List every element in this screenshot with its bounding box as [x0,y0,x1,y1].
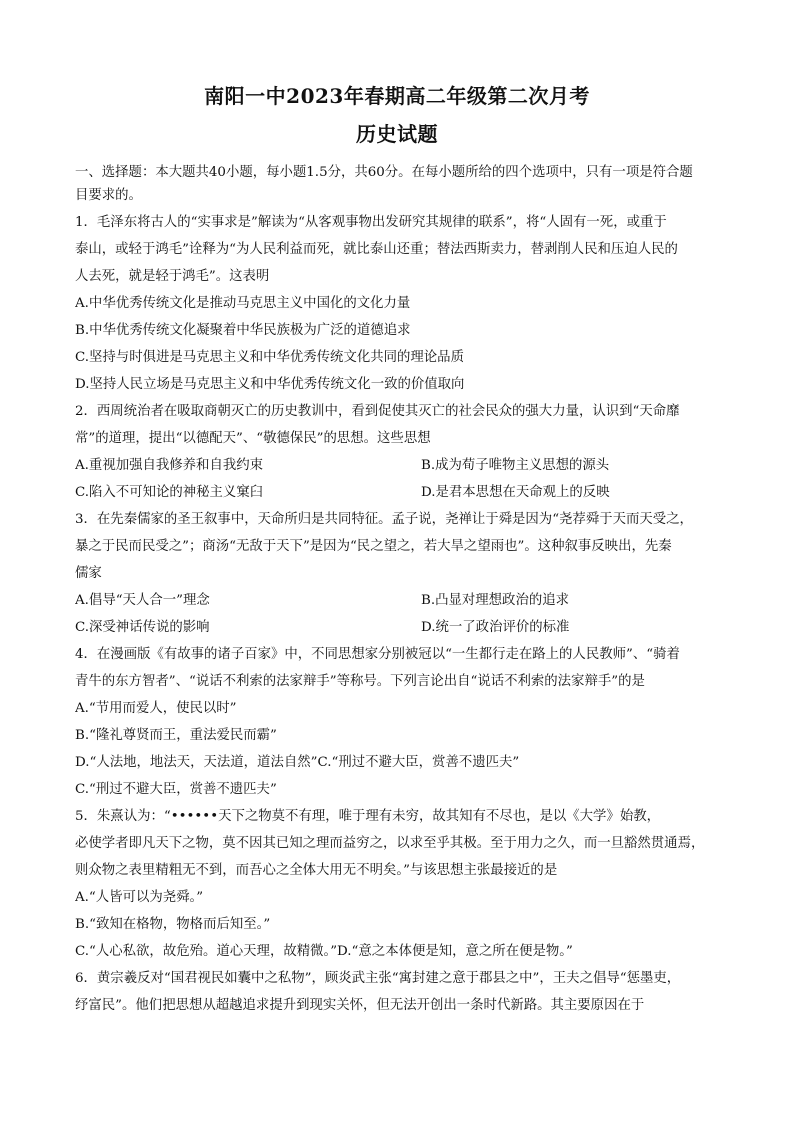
section-instructions: 一、选择题：本大题共40小题，每小题1.5分，共60分。在每小题所给的四个选项中，只有一项是符合题 [75,165,693,180]
question-1-stem: 泰山，或轻于鸿毛”诠释为“为人民利益而死，就比泰山还重；替法西斯卖力，替剥削人民和压迫人民的 [75,242,678,257]
question-5-stem: 则众物之表里精粗无不到，而吾心之全体大用无不明矣。”与该思想主张最接近的是 [75,863,558,878]
question-4-option-a: A.“节用而爱人，使民以时” [75,701,237,716]
question-6-stem: 6．黄宗羲反对“国君视民如囊中之私物”，顾炎武主张“寓封建之意于郡县之中”，王夫之倡导“惩墨吏， [75,971,681,986]
section-instructions: 目要求的。 [75,188,142,203]
question-1-option-d: D.坚持人民立场是马克思主义和中华优秀传统文化一致的价值取向 [75,377,465,392]
question-5-option-b: B.“致知在格物，物格而后知至。” [75,917,271,932]
question-2-stem: 2．西周统治者在吸取商朝灭亡的历史教训中，看到促使其灭亡的社会民众的强大力量，认识到“天命靡 [75,404,680,419]
question-3-option-d: D.统一了政治评价的标准 [421,620,570,635]
question-1-stem: 人去死，就是轻于鸿毛”。这表明 [75,269,270,284]
question-2-option-d: D.是君本思想在天命观上的反映 [421,485,610,500]
question-4-stem: 4．在漫画版《有故事的诸子百家》中，不同思想家分别被冠以“一生都行走在路上的人民教师”、“骑着 [75,647,680,662]
question-3-option-a: A.倡导“天人合一”理念 [75,593,210,608]
question-2-option-c: C.陷入不可知论的神秘主义窠臼 [75,485,264,500]
question-1-stem: 1．毛泽东将古人的“实事求是”解读为“从客观事物出发研究其规律的联系”，将“人固有一死，或重于 [75,215,667,230]
question-2-stem: 常”的道理，提出“以德配天”、“敬德保民”的思想。这些思想 [75,431,431,446]
question-5-stem: 必使学者即凡天下之物，莫不因其已知之理而益穷之，以求至乎其极。至于用力之久，而一旦豁然贯通焉， [75,836,705,851]
question-3-option-c: C.深受神话传说的影响 [75,620,210,635]
question-3-stem: 暴之于民而民受之”；商汤“无敌于天下”是因为“民之望之，若大旱之望雨也”。这种叙事反映出，先秦 [75,539,672,554]
question-1-option-c: C.坚持与时俱进是马克思主义和中华优秀传统文化共同的理论品质 [75,350,464,365]
question-2-option-a: A.重视加强自我修养和自我约束 [75,458,264,473]
question-5-option-a: A.“人皆可以为尧舜。” [75,890,204,905]
question-5-stem: 5．朱熹认为：“••••••天下之物莫不有理，唯于理有未穷，故其知有不尽也，是以《大学》始教， [75,809,660,824]
question-1-option-b: B.中华优秀传统文化凝聚着中华民族极为广泛的道德追求 [75,323,411,338]
question-3-stem: 儒家 [75,566,102,581]
question-5-option-c: C.“人心私欲，故危殆。道心天理，故精微。”D.“意之本体便是知，意之所在便是物。” [75,944,573,959]
question-3-stem: 3．在先秦儒家的圣王叙事中，天命所归是共同特征。孟子说，尧禅让于舜是因为“尧荐舜于天而天受之， [75,512,693,527]
exam-title: 南阳一中2023年春期高二年级第二次月考 [204,84,590,108]
question-4-stem: 青牛的东方智者”、“说话不利索的法家辩手”等称号。下列言论出自“说话不利索的法家辩手”的是 [75,674,645,689]
question-4-option-d: D.“人法地，地法天，天法道，道法自然”C.“刑过不避大臣，赏善不遗匹夫” [75,755,520,770]
subject-title: 历史试题 [356,122,438,146]
question-4-option-b: B.“隆礼尊贤而王，重法爱民而霸” [75,728,277,743]
question-4-option-c: C.“刑过不避大臣，赏善不遗匹夫” [75,782,277,797]
question-6-stem: 纾富民”。他们把思想从超越追求提升到现实关怀，但无法开创出一条时代新路。其主要原因在于 [75,998,645,1013]
question-2-option-b: B.成为荀子唯物主义思想的源头 [421,458,610,473]
question-1-option-a: A.中华优秀传统文化是推动马克思主义中国化的文化力量 [75,296,411,311]
question-3-option-b: B.凸显对理想政治的追求 [421,593,570,608]
